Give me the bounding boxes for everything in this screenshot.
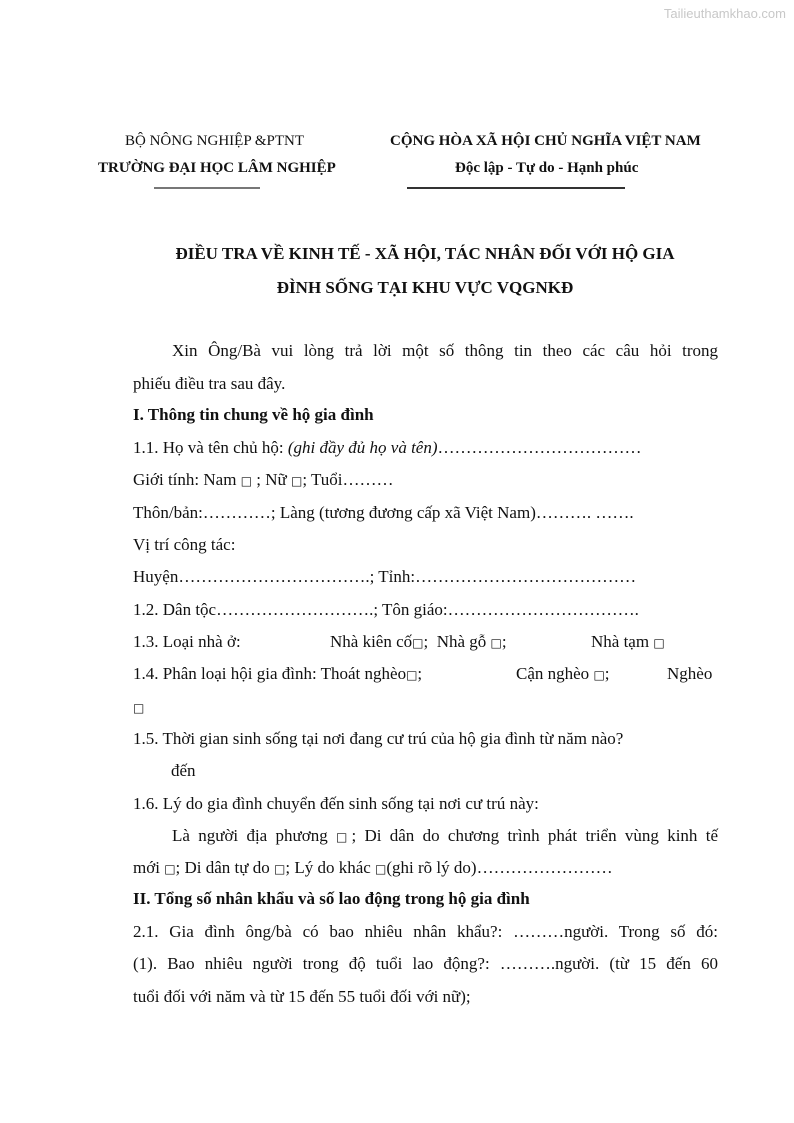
q1-1-label: 1.1. Họ và tên chủ hộ: xyxy=(133,438,288,457)
q2-1-line3: tuổi đối với năm và từ 15 đến 55 tuổi đối với nữ); xyxy=(133,987,471,1006)
q1-4-label: 1.4. Phân loại hội gia đình: Thoát nghèo xyxy=(133,664,407,683)
house-solid-label: Nhà kiên cố xyxy=(330,632,413,651)
checkbox-program-migrant[interactable]: □ xyxy=(164,862,176,876)
q2-1-line1[interactable]: 2.1. Gia đình ông/bà có bao nhiêu nhân khẩu?: ………người. Trong số đó: xyxy=(133,922,718,941)
q1-1-row xyxy=(133,438,642,458)
q1-1-fill-field[interactable]: ……………………………… xyxy=(437,438,642,457)
local-label: Là người địa phương xyxy=(172,826,337,845)
checkbox-near-poor[interactable]: □ xyxy=(593,668,605,682)
other-reason-label: ; Lý do khác xyxy=(285,858,376,877)
free-migrant-label: ; Di dân tự do xyxy=(175,858,274,877)
female-label: ; Nữ xyxy=(252,470,291,489)
q1-1-hint: (ghi đầy đủ họ và tên) xyxy=(287,438,438,457)
program-migrant-label: ; Di dân do chương trình phát triển vùng kinh tế xyxy=(351,826,718,845)
poor-label: Nghèo xyxy=(667,664,713,683)
q1-6-line1 xyxy=(172,826,718,846)
university-name: TRƯỜNG ĐẠI HỌC LÂM NGHIỆP xyxy=(98,160,336,176)
gender-label: Giới tính: Nam xyxy=(133,470,241,489)
section2-heading: II. Tổng số nhân khẩu và số lao động trong hộ gia đình xyxy=(133,889,530,908)
watermark: Tailieuthamkhao.com xyxy=(663,6,786,21)
gender-age-row xyxy=(133,470,394,490)
checkbox-free-migrant[interactable]: □ xyxy=(274,862,286,876)
intro-line2: phiếu điều tra sau đây. xyxy=(133,374,286,393)
country-name: CỘNG HÒA XÃ HỘI CHỦ NGHĨA VIỆT NAM xyxy=(390,133,701,149)
q1-3-option3 xyxy=(591,632,665,652)
checkbox-house-wood[interactable]: □ xyxy=(490,636,502,650)
age-fill-field[interactable]: ; Tuổi……… xyxy=(302,470,394,489)
q1-6-line2 xyxy=(133,858,613,878)
q1-5-to-label: đến xyxy=(171,761,196,780)
q1-5-label: 1.5. Thời gian sinh sống tại nơi đang cư trú của hộ gia đình từ năm nào? xyxy=(133,729,624,748)
checkbox-local[interactable]: □ xyxy=(336,830,352,844)
other-reason-fill-field[interactable]: (ghi rõ lý do)…………………… xyxy=(386,858,613,877)
intro-line1: Xin Ông/Bà vui lòng trả lời một số thông tin theo các câu hỏi trong xyxy=(172,341,718,360)
near-poor-label: Cận nghèo xyxy=(516,664,594,683)
checkbox-male[interactable]: □ xyxy=(240,474,253,488)
section1-heading: I. Thông tin chung về hộ gia đình xyxy=(133,405,374,424)
q2-1-line2[interactable]: (1). Bao nhiêu người trong độ tuổi lao động?: ……….người. (từ 15 đến 60 xyxy=(133,954,718,973)
q1-4-row: 1.4. Phân loại hội gia đình: Thoát nghèo□; xyxy=(133,664,423,683)
ministry-name: BỘ NÔNG NGHIỆP &PTNT xyxy=(125,133,305,149)
q1-3-row xyxy=(133,632,241,652)
position-label: Vị trí công tác: xyxy=(133,535,236,554)
program-migrant-label-cont: mới xyxy=(133,858,165,877)
q1-6-label: 1.6. Lý do gia đình chuyển đến sinh sống tại nơi cư trú này: xyxy=(133,794,539,813)
q1-4-option2: Cận nghèo □; xyxy=(516,664,610,683)
checkbox-house-solid[interactable]: □ xyxy=(412,636,424,650)
checkbox-female[interactable]: □ xyxy=(291,474,303,488)
document-title-line1: ĐIỀU TRA VỀ KINH TẾ - XÃ HỘI, TÁC NHÂN ĐỐI VỚI HỘ GIA xyxy=(175,244,675,263)
checkbox-other-reason[interactable]: □ xyxy=(375,862,387,876)
house-wood-label: Nhà gỗ xyxy=(436,632,491,651)
header-left-rule xyxy=(154,187,260,189)
header-right-rule xyxy=(407,187,625,189)
q1-3-label: 1.3. Loại nhà ở: xyxy=(133,632,241,651)
checkbox-escaped-poverty[interactable]: □ xyxy=(406,668,418,682)
document-title-line2: ĐÌNH SỐNG TẠI KHU VỰC VQGNKĐ xyxy=(276,278,574,297)
house-temp-label: Nhà tạm xyxy=(591,632,654,651)
q1-2-row[interactable]: 1.2. Dân tộc……………………….; Tôn giáo:……………………………. xyxy=(133,600,639,619)
district-province-row[interactable]: Huyện…………………………….; Tỉnh:………………………………… xyxy=(133,567,637,586)
checkbox-house-temp[interactable]: □ xyxy=(653,636,665,650)
checkbox-poor[interactable]: □ xyxy=(133,701,145,715)
national-motto: Độc lập - Tự do - Hạnh phúc xyxy=(455,160,639,176)
village-row[interactable]: Thôn/bản:…………; Làng (tương đương cấp xã Việt Nam)………. ……. xyxy=(133,503,634,522)
q1-3-options: Nhà kiên cố□; Nhà gỗ □; xyxy=(330,632,507,651)
